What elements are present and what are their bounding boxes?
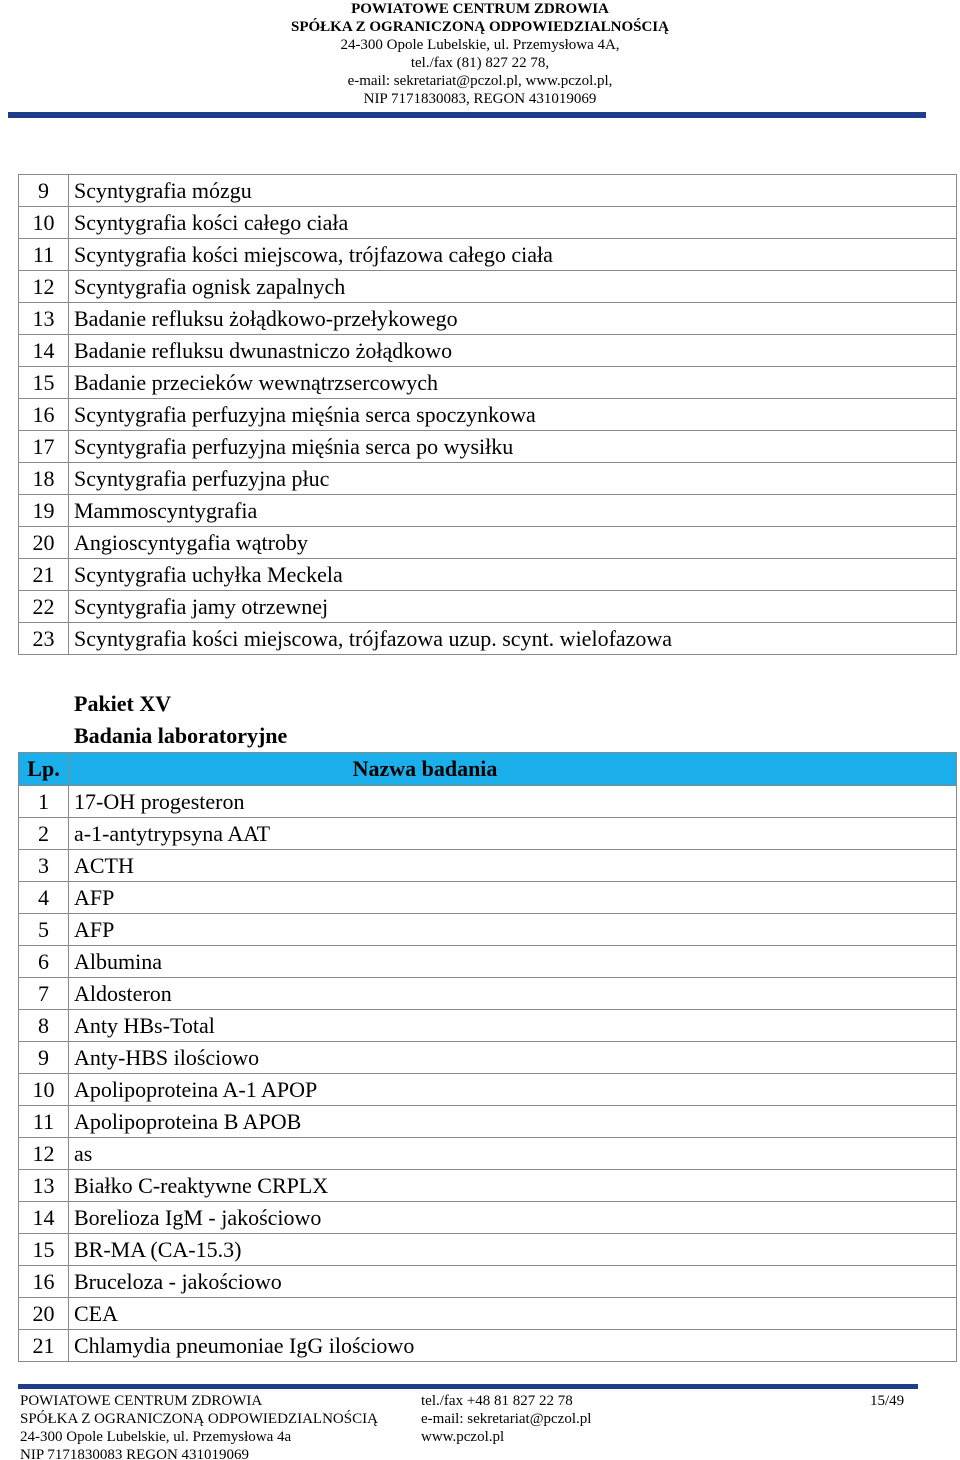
company-legal-form: SPÓŁKA Z OGRANICZONĄ ODPOWIEDZIALNOŚCIĄ <box>291 19 669 35</box>
row-test-name: Badanie przecieków wewnątrzsercowych <box>69 367 957 399</box>
row-number: 10 <box>19 207 69 239</box>
row-number: 20 <box>19 527 69 559</box>
row-test-name: Scyntygrafia uchyłka Meckela <box>69 559 957 591</box>
row-number: 6 <box>19 946 69 978</box>
section-title: Badania laboratoryjne <box>74 723 288 748</box>
row-test-name: Mammoscyntygrafia <box>69 495 957 527</box>
row-test-name: Chlamydia pneumoniae IgG ilościowo <box>69 1330 957 1362</box>
row-number: 20 <box>19 1298 69 1330</box>
row-number: 11 <box>19 1106 69 1138</box>
table-row <box>19 1330 957 1362</box>
table-row <box>19 623 957 655</box>
row-number: 15 <box>19 367 69 399</box>
row-test-name: AFP <box>69 882 957 914</box>
row-number: 9 <box>19 175 69 207</box>
row-test-name: ACTH <box>69 850 957 882</box>
table-row <box>19 399 957 431</box>
footer-legal-form: SPÓŁKA Z OGRANICZONĄ ODPOWIEDZIALNOŚCIĄ <box>20 1411 378 1427</box>
row-test-name: Scyntygrafia perfuzyjna mięśnia serca spoczynkowa <box>69 399 957 431</box>
table-row <box>19 850 957 882</box>
row-number: 8 <box>19 1010 69 1042</box>
row-test-name: Apolipoproteina A-1 APOP <box>69 1074 957 1106</box>
row-test-name: Białko C-reaktywne CRPLX <box>69 1170 957 1202</box>
table-row <box>19 946 957 978</box>
table-row <box>19 335 957 367</box>
row-number: 21 <box>19 1330 69 1362</box>
table-row <box>19 1298 957 1330</box>
row-test-name: Scyntygrafia perfuzyjna płuc <box>69 463 957 495</box>
page-footer <box>0 1384 960 1460</box>
row-number: 23 <box>19 623 69 655</box>
footer-divider <box>18 1384 918 1389</box>
company-phone: tel./fax (81) 827 22 78, <box>410 55 550 71</box>
row-number: 21 <box>19 559 69 591</box>
row-number: 17 <box>19 431 69 463</box>
row-test-name: Angioscyntygafia wątroby <box>69 527 957 559</box>
page-number: 15/49 <box>870 1393 905 1409</box>
table-row <box>19 1138 957 1170</box>
row-test-name: Scyntygrafia perfuzyjna mięśnia serca po wysiłku <box>69 431 957 463</box>
table-row <box>19 303 957 335</box>
row-test-name: Borelioza IgM - jakościowo <box>69 1202 957 1234</box>
row-number: 15 <box>19 1234 69 1266</box>
table-row <box>19 1170 957 1202</box>
table-row <box>19 1202 957 1234</box>
row-number: 14 <box>19 335 69 367</box>
row-test-name: Albumina <box>69 946 957 978</box>
footer-phone: tel./fax +48 81 827 22 78 <box>421 1393 573 1409</box>
footer-company-block <box>20 1392 378 1460</box>
table-row <box>19 463 957 495</box>
table-row <box>19 1042 957 1074</box>
footer-contact-block <box>421 1392 591 1446</box>
row-number: 16 <box>19 399 69 431</box>
table-row <box>19 882 957 914</box>
row-number: 13 <box>19 1170 69 1202</box>
row-number: 1 <box>19 786 69 818</box>
row-number: 12 <box>19 1138 69 1170</box>
table-row <box>19 1266 957 1298</box>
row-test-name: Anty-HBS ilościowo <box>69 1042 957 1074</box>
row-test-name: 17-OH progesteron <box>69 786 957 818</box>
table-row <box>19 175 957 207</box>
company-address: 24-300 Opole Lubelskie, ul. Przemysłowa 4A, <box>340 37 620 53</box>
scintigraphy-table <box>18 174 957 655</box>
footer-email: e-mail: sekretariat@pczol.pl <box>421 1411 592 1427</box>
table-row <box>19 239 957 271</box>
row-test-name: Anty HBs-Total <box>69 1010 957 1042</box>
footer-company-name: POWIATOWE CENTRUM ZDROWIA <box>20 1393 263 1409</box>
row-number: 4 <box>19 882 69 914</box>
table-row <box>19 786 957 818</box>
row-test-name: Scyntygrafia jamy otrzewnej <box>69 591 957 623</box>
row-test-name: AFP <box>69 914 957 946</box>
row-test-name: Aldosteron <box>69 978 957 1010</box>
row-number: 13 <box>19 303 69 335</box>
table-row <box>19 1106 957 1138</box>
table-row <box>19 271 957 303</box>
row-test-name: Scyntygrafia kości miejscowa, trójfazowa uzup. scynt. wielofazowa <box>69 623 957 655</box>
footer-nip-regon: NIP 7171830083 REGON 431019069 <box>20 1447 250 1460</box>
lab-tests-table <box>18 752 957 1362</box>
row-number: 14 <box>19 1202 69 1234</box>
header-divider <box>8 112 926 118</box>
row-number: 3 <box>19 850 69 882</box>
row-number: 11 <box>19 239 69 271</box>
table-row <box>19 1074 957 1106</box>
table-row <box>19 207 957 239</box>
header-test-name: Nazwa badania <box>69 753 957 786</box>
footer-address: 24-300 Opole Lubelskie, ul. Przemysłowa 4a <box>20 1429 292 1445</box>
row-test-name: Badanie refluksu dwunastniczo żołądkowo <box>69 335 957 367</box>
table-row <box>19 1234 957 1266</box>
row-test-name: Apolipoproteina B APOB <box>69 1106 957 1138</box>
table-row <box>19 431 957 463</box>
header-lp: Lp. <box>19 753 69 786</box>
row-number: 2 <box>19 818 69 850</box>
letterhead <box>0 0 960 108</box>
row-number: 9 <box>19 1042 69 1074</box>
row-test-name: Scyntygrafia kości miejscowa, trójfazowa całego ciała <box>69 239 957 271</box>
row-number: 18 <box>19 463 69 495</box>
table-row <box>19 559 957 591</box>
package-title: Pakiet XV <box>74 691 172 716</box>
row-test-name: Badanie refluksu żołądkowo-przełykowego <box>69 303 957 335</box>
row-test-name: Scyntygrafia ognisk zapalnych <box>69 271 957 303</box>
footer-website: www.pczol.pl <box>421 1429 505 1445</box>
row-test-name: CEA <box>69 1298 957 1330</box>
table-header-row <box>19 753 957 786</box>
row-number: 19 <box>19 495 69 527</box>
row-test-name: Bruceloza - jakościowo <box>69 1266 957 1298</box>
row-test-name: as <box>69 1138 957 1170</box>
company-nip-regon: NIP 7171830083, REGON 431019069 <box>363 91 597 107</box>
table-row <box>19 914 957 946</box>
row-test-name: a-1-antytrypsyna AAT <box>69 818 957 850</box>
company-name: POWIATOWE CENTRUM ZDROWIA <box>351 1 609 17</box>
table-row <box>19 495 957 527</box>
table-row <box>19 818 957 850</box>
row-test-name: Scyntygrafia kości całego ciała <box>69 207 957 239</box>
table-row <box>19 527 957 559</box>
row-number: 12 <box>19 271 69 303</box>
row-number: 7 <box>19 978 69 1010</box>
row-test-name: Scyntygrafia mózgu <box>69 175 957 207</box>
row-test-name: BR-MA (CA-15.3) <box>69 1234 957 1266</box>
row-number: 22 <box>19 591 69 623</box>
row-number: 5 <box>19 914 69 946</box>
table-row <box>19 1010 957 1042</box>
row-number: 10 <box>19 1074 69 1106</box>
table-row <box>19 367 957 399</box>
table-row <box>19 591 957 623</box>
table-row <box>19 978 957 1010</box>
company-email-web: e-mail: sekretariat@pczol.pl, www.pczol.pl, <box>347 73 613 89</box>
row-number: 16 <box>19 1266 69 1298</box>
